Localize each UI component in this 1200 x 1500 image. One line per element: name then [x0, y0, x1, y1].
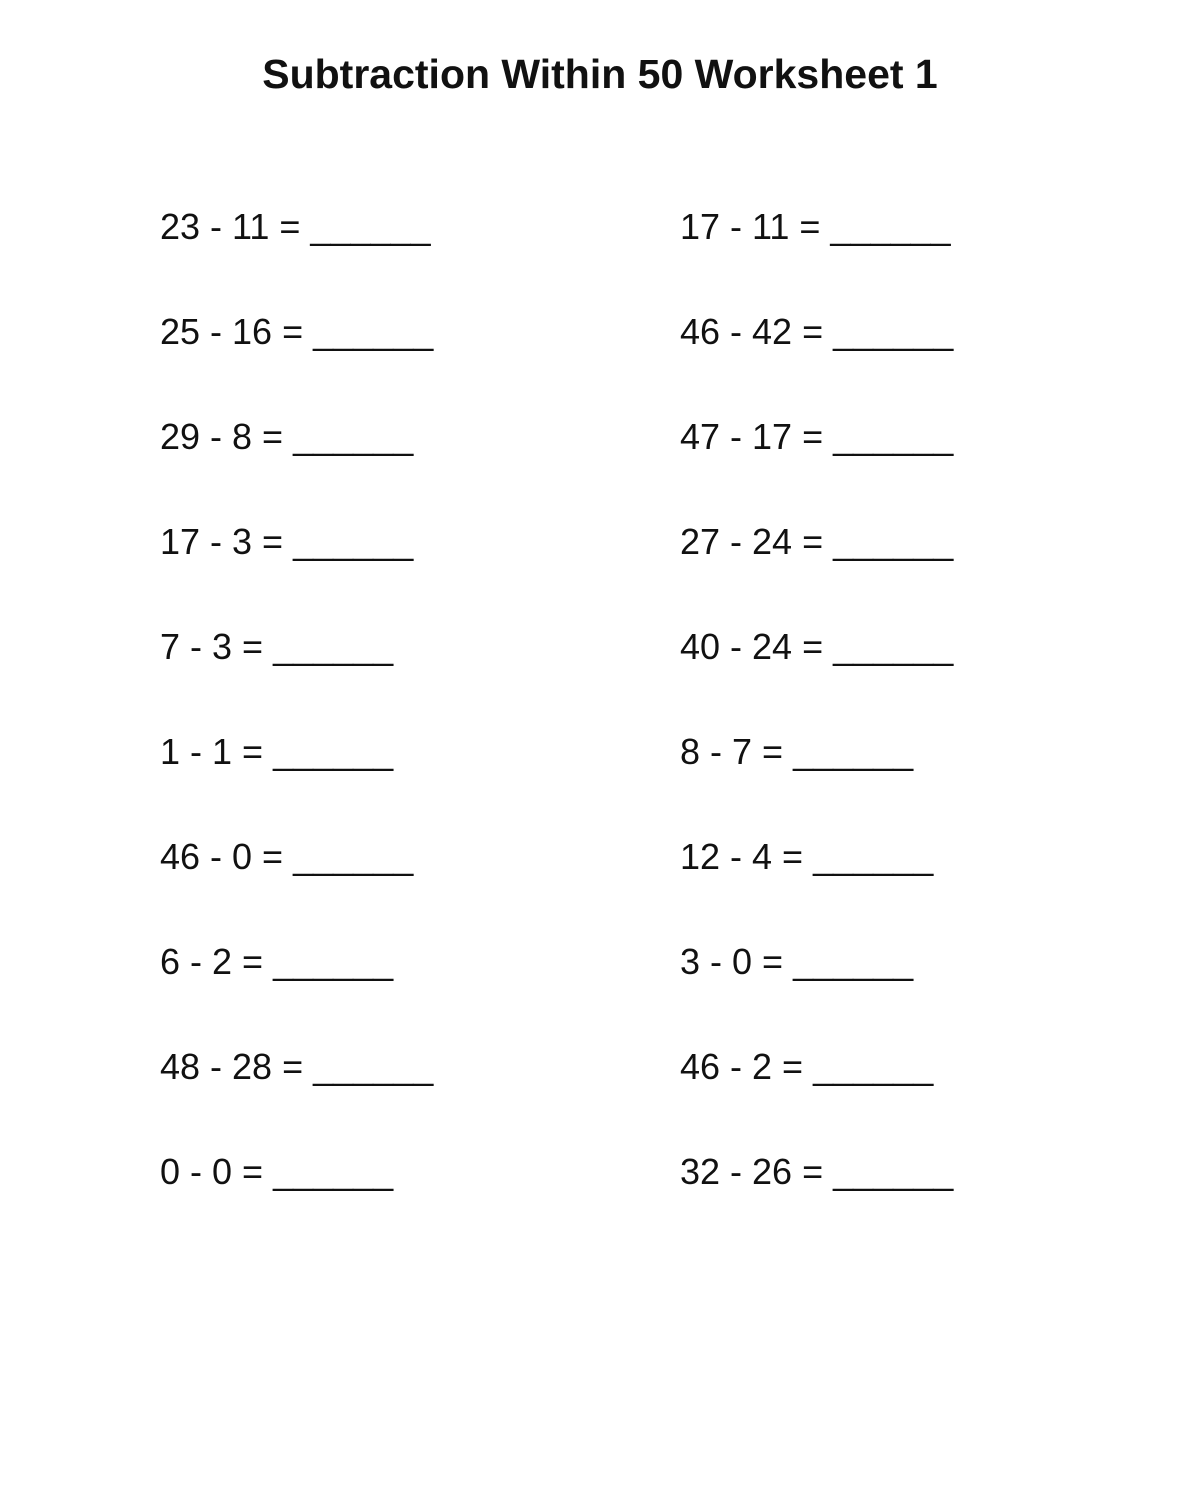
problem-item: 1 - 1 = ______: [160, 731, 394, 772]
problem-item: 46 - 2 = ______: [680, 1046, 934, 1087]
problem-item: 27 - 24 = ______: [680, 521, 954, 562]
problem-item: 40 - 24 = ______: [680, 626, 954, 667]
problem-item: 25 - 16 = ______: [160, 311, 434, 352]
problem-item: 23 - 11 = ______: [160, 206, 431, 247]
problem-item: 46 - 0 = ______: [160, 836, 414, 877]
problem-item: 47 - 17 = ______: [680, 416, 954, 457]
problem-item: 48 - 28 = ______: [160, 1046, 434, 1087]
problem-item: 0 - 0 = ______: [160, 1151, 394, 1192]
problem-item: 8 - 7 = ______: [680, 731, 914, 772]
problem-item: 32 - 26 = ______: [680, 1151, 954, 1192]
problem-item: 29 - 8 = ______: [160, 416, 414, 457]
problem-item: 7 - 3 = ______: [160, 626, 394, 667]
problem-item: 6 - 2 = ______: [160, 941, 394, 982]
problem-item: 17 - 3 = ______: [160, 521, 414, 562]
problem-item: 17 - 11 = ______: [680, 206, 951, 247]
page-title: Subtraction Within 50 Worksheet 1: [262, 51, 938, 97]
problem-item: 3 - 0 = ______: [680, 941, 914, 982]
problem-grid: [160, 205, 1060, 1255]
problem-item: 12 - 4 = ______: [680, 836, 934, 877]
problem-item: 46 - 42 = ______: [680, 311, 954, 352]
